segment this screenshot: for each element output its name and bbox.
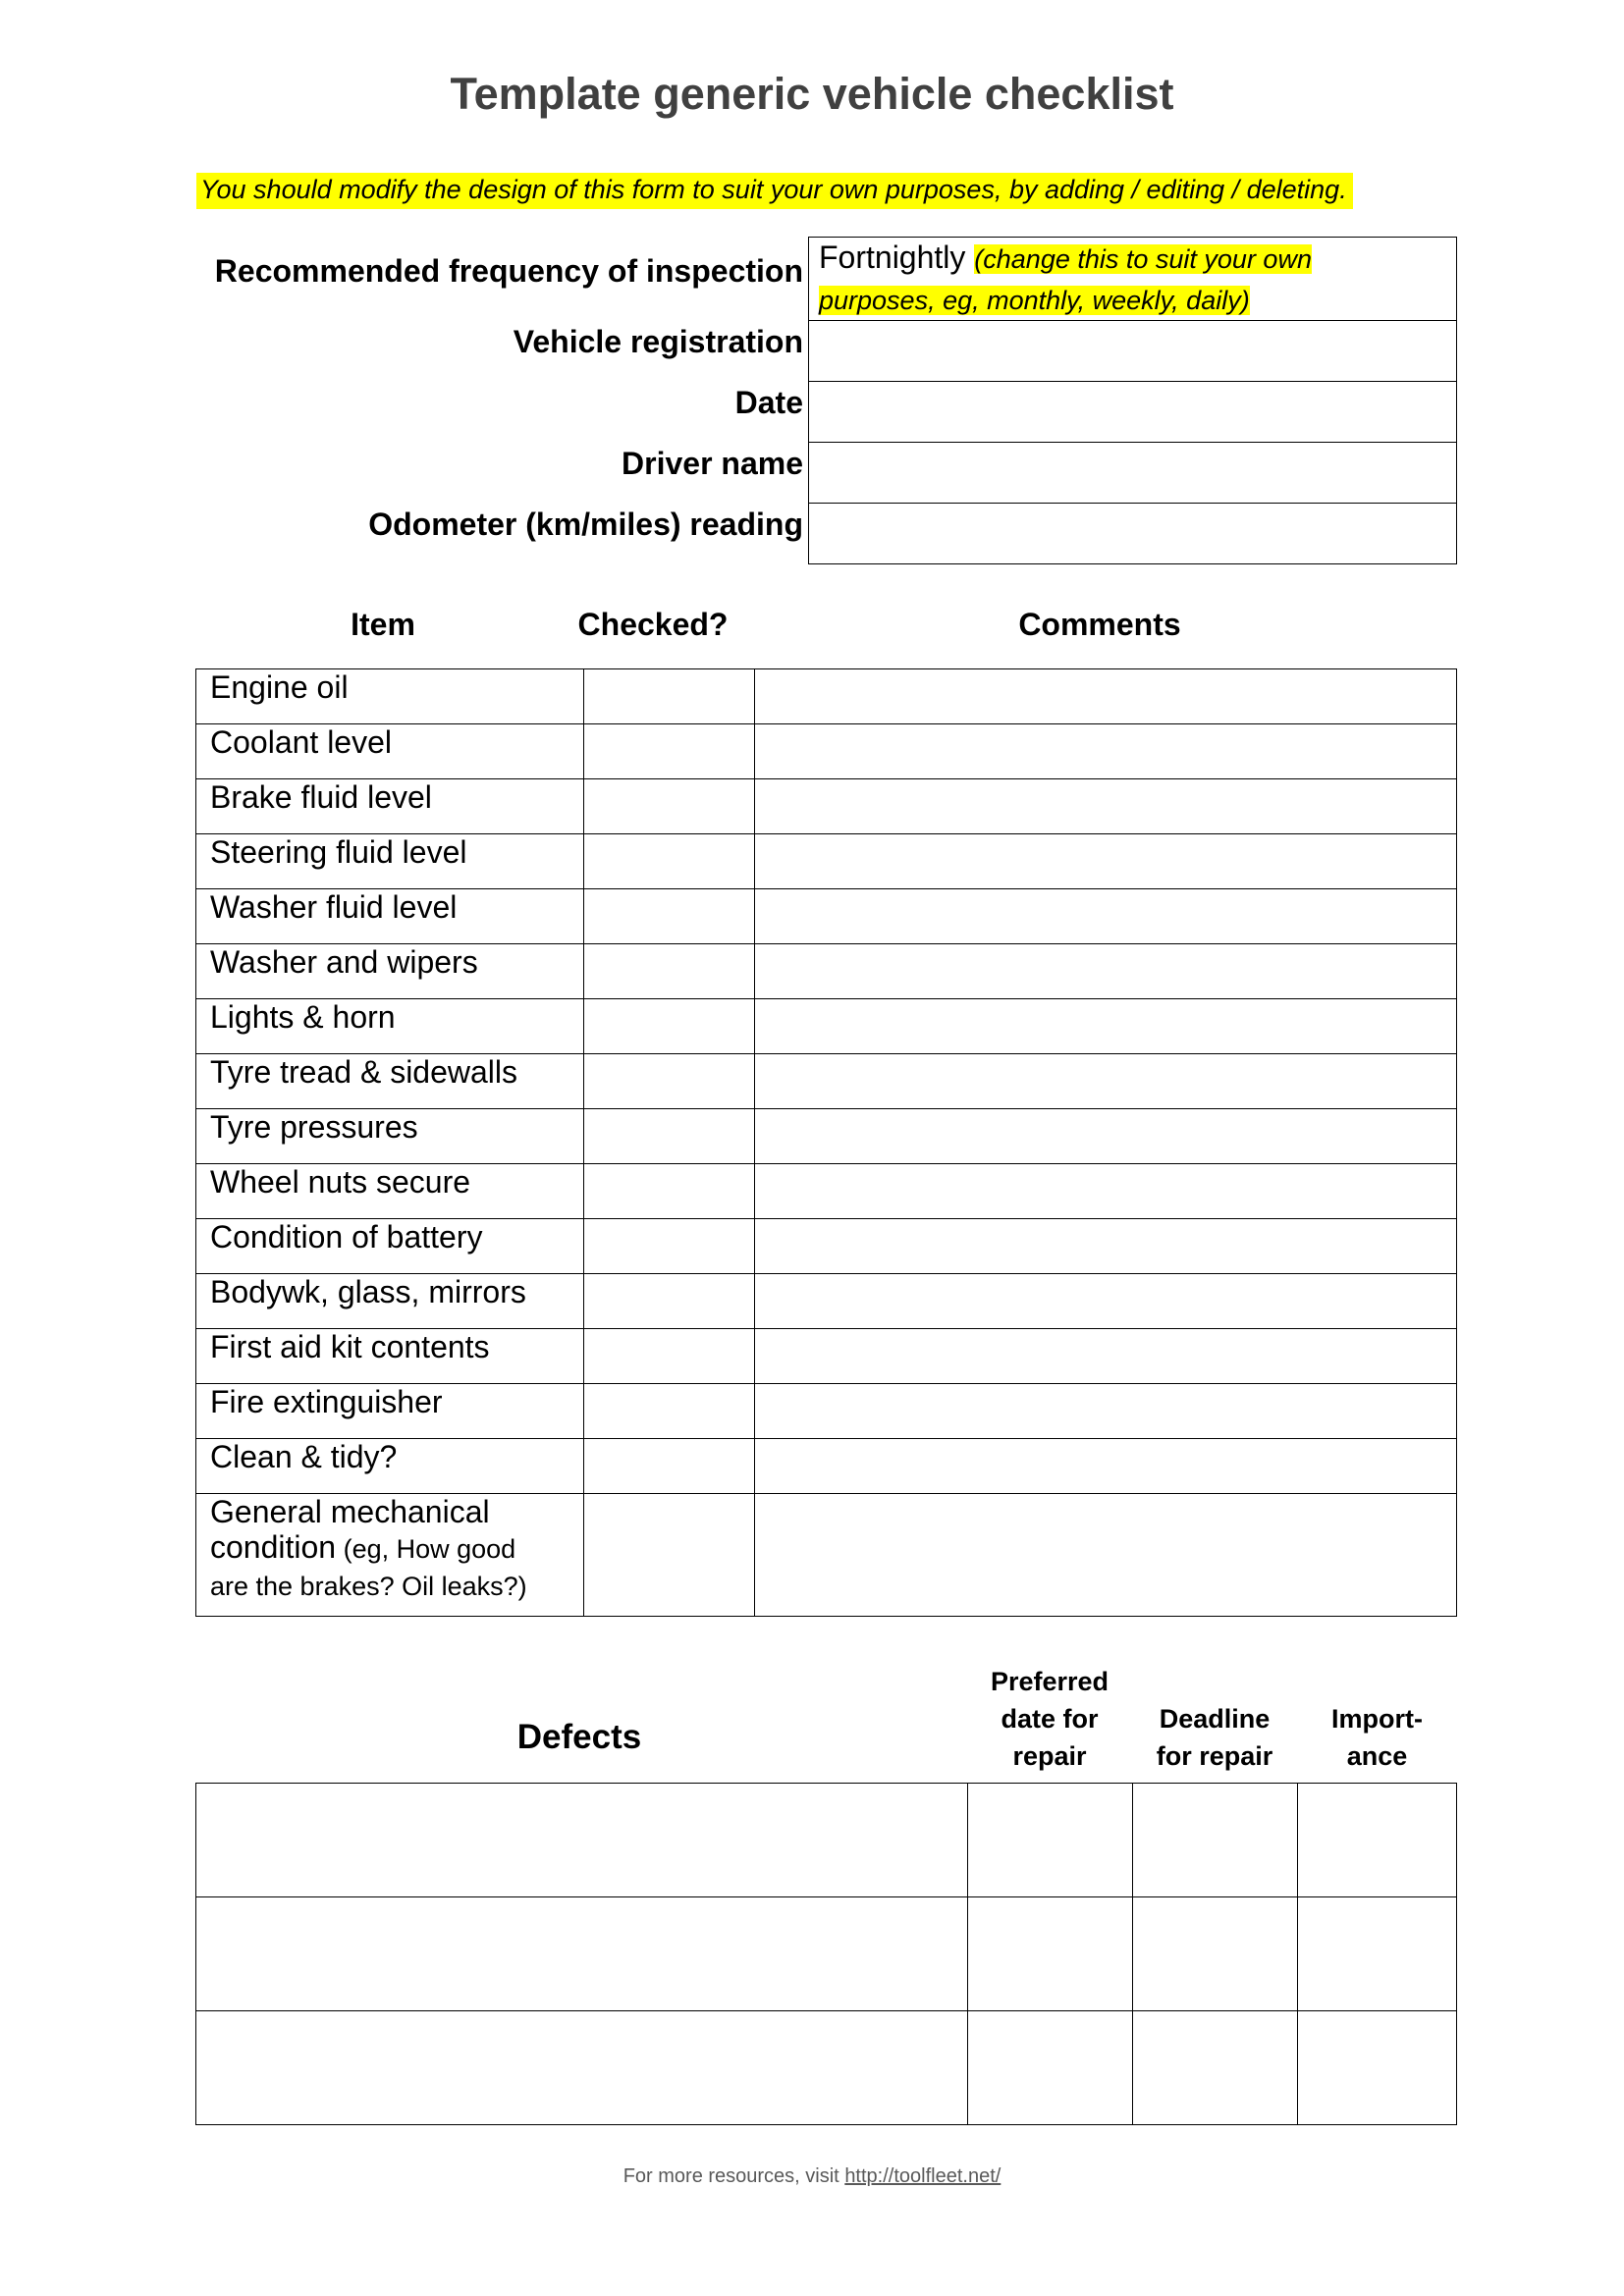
item-general-mechanical bbox=[196, 1494, 584, 1617]
table-row bbox=[196, 1164, 1457, 1219]
column-header-importance bbox=[1297, 1700, 1457, 1775]
table-row bbox=[196, 1784, 1457, 1897]
table-row bbox=[196, 1329, 1457, 1384]
checked-cell[interactable] bbox=[584, 724, 755, 779]
comments-cell[interactable] bbox=[755, 1329, 1457, 1384]
column-header-comments: Comments bbox=[1018, 607, 1181, 642]
item-label: Washer fluid level bbox=[196, 889, 584, 944]
comments-cell[interactable] bbox=[755, 1109, 1457, 1164]
item-label: Clean & tidy? bbox=[196, 1439, 584, 1494]
table-row bbox=[196, 1054, 1457, 1109]
table-row bbox=[196, 669, 1457, 724]
checked-cell[interactable] bbox=[584, 779, 755, 834]
preferred-date-cell[interactable] bbox=[968, 2011, 1133, 2125]
checked-cell[interactable] bbox=[584, 1054, 755, 1109]
comments-cell[interactable] bbox=[755, 1054, 1457, 1109]
checked-cell[interactable] bbox=[584, 1164, 755, 1219]
table-row bbox=[196, 889, 1457, 944]
deadline-cell[interactable] bbox=[1133, 1784, 1298, 1897]
footer-link[interactable]: http://toolfleet.net/ bbox=[844, 2165, 1001, 2187]
comments-cell[interactable] bbox=[755, 944, 1457, 999]
item-label: Coolant level bbox=[196, 724, 584, 779]
checked-cell[interactable] bbox=[584, 669, 755, 724]
importance-line2: ance bbox=[1346, 1741, 1408, 1771]
comments-cell[interactable] bbox=[755, 1494, 1457, 1617]
deadline-cell[interactable] bbox=[1133, 1897, 1298, 2011]
item-label: Tyre tread & sidewalls bbox=[196, 1054, 584, 1109]
importance-cell[interactable] bbox=[1298, 1897, 1457, 2011]
column-header-item: Item bbox=[351, 607, 415, 642]
deadline-line2: for repair bbox=[1156, 1741, 1273, 1771]
date-field[interactable] bbox=[809, 382, 1457, 443]
checklist-table bbox=[195, 668, 1457, 1617]
instruction-note: You should modify the design of this form to suit your own purposes, by adding / editing / deleting. bbox=[196, 173, 1353, 209]
odometer-label: Odometer (km/miles) reading bbox=[368, 507, 803, 542]
comments-cell[interactable] bbox=[755, 724, 1457, 779]
defect-description-cell[interactable] bbox=[196, 2011, 968, 2125]
checked-cell[interactable] bbox=[584, 1109, 755, 1164]
preferred-date-cell[interactable] bbox=[968, 1784, 1133, 1897]
table-row bbox=[196, 1384, 1457, 1439]
importance-cell[interactable] bbox=[1298, 2011, 1457, 2125]
preferred-line2: date for bbox=[1001, 1704, 1099, 1734]
checked-cell[interactable] bbox=[584, 1384, 755, 1439]
checked-cell[interactable] bbox=[584, 1219, 755, 1274]
defect-description-cell[interactable] bbox=[196, 1897, 968, 2011]
item-label: Steering fluid level bbox=[196, 834, 584, 889]
column-header-preferred-date bbox=[967, 1663, 1132, 1775]
frequency-hint-line1: (change this to suit your own bbox=[974, 244, 1312, 274]
frequency-label: Recommended frequency of inspection bbox=[214, 253, 803, 289]
page-title: Template generic vehicle checklist bbox=[450, 69, 1174, 119]
checked-cell[interactable] bbox=[584, 1329, 755, 1384]
vehicle-registration-label: Vehicle registration bbox=[513, 324, 803, 359]
footer bbox=[0, 2165, 1624, 2188]
table-row bbox=[196, 2011, 1457, 2125]
comments-cell[interactable] bbox=[755, 999, 1457, 1054]
column-header-deadline bbox=[1132, 1700, 1297, 1775]
importance-line1: Import- bbox=[1331, 1704, 1423, 1734]
comments-cell[interactable] bbox=[755, 1439, 1457, 1494]
odometer-field[interactable] bbox=[809, 504, 1457, 564]
comments-cell[interactable] bbox=[755, 1274, 1457, 1329]
comments-cell[interactable] bbox=[755, 779, 1457, 834]
importance-cell[interactable] bbox=[1298, 1784, 1457, 1897]
defects-title: Defects bbox=[516, 1718, 642, 1756]
item-label: Brake fluid level bbox=[196, 779, 584, 834]
comments-cell[interactable] bbox=[755, 889, 1457, 944]
table-row bbox=[196, 944, 1457, 999]
checked-cell[interactable] bbox=[584, 1274, 755, 1329]
defect-description-cell[interactable] bbox=[196, 1784, 968, 1897]
checked-cell[interactable] bbox=[584, 999, 755, 1054]
item-label: Wheel nuts secure bbox=[196, 1164, 584, 1219]
table-row bbox=[196, 1274, 1457, 1329]
item-label: Engine oil bbox=[196, 669, 584, 724]
header-fields-table bbox=[808, 237, 1457, 564]
table-row bbox=[196, 834, 1457, 889]
column-header-checked: Checked? bbox=[577, 607, 729, 642]
item-label-line2: condition bbox=[210, 1529, 337, 1565]
comments-cell[interactable] bbox=[755, 1384, 1457, 1439]
table-row bbox=[196, 1897, 1457, 2011]
comments-cell[interactable] bbox=[755, 1219, 1457, 1274]
checked-cell[interactable] bbox=[584, 944, 755, 999]
item-label-note-line2: are the brakes? Oil leaks?) bbox=[210, 1572, 527, 1601]
checked-cell[interactable] bbox=[584, 1494, 755, 1617]
preferred-date-cell[interactable] bbox=[968, 1897, 1133, 2011]
comments-cell[interactable] bbox=[755, 1164, 1457, 1219]
footer-text: For more resources, visit bbox=[623, 2165, 839, 2187]
item-label: Fire extinguisher bbox=[196, 1384, 584, 1439]
preferred-line1: Preferred bbox=[990, 1667, 1110, 1696]
comments-cell[interactable] bbox=[755, 669, 1457, 724]
table-row bbox=[196, 724, 1457, 779]
date-label: Date bbox=[734, 385, 803, 420]
item-label: Bodywk, glass, mirrors bbox=[196, 1274, 584, 1329]
checked-cell[interactable] bbox=[584, 889, 755, 944]
driver-name-label: Driver name bbox=[622, 446, 803, 481]
frequency-hint-line2: purposes, eg, monthly, weekly, daily) bbox=[819, 286, 1250, 315]
driver-name-field[interactable] bbox=[809, 443, 1457, 504]
item-label-line1: General mechanical bbox=[210, 1494, 490, 1529]
preferred-line3: repair bbox=[1012, 1741, 1087, 1771]
item-label: First aid kit contents bbox=[196, 1329, 584, 1384]
table-row bbox=[196, 779, 1457, 834]
frequency-field[interactable] bbox=[809, 238, 1457, 321]
item-label: Condition of battery bbox=[196, 1219, 584, 1274]
defects-table bbox=[195, 1783, 1457, 2125]
item-label: Lights & horn bbox=[196, 999, 584, 1054]
frequency-value: Fortnightly bbox=[819, 240, 966, 275]
comments-cell[interactable] bbox=[755, 834, 1457, 889]
checked-cell[interactable] bbox=[584, 1439, 755, 1494]
table-row bbox=[196, 1219, 1457, 1274]
table-row bbox=[196, 1109, 1457, 1164]
checked-cell[interactable] bbox=[584, 834, 755, 889]
vehicle-registration-field[interactable] bbox=[809, 321, 1457, 382]
deadline-line1: Deadline bbox=[1159, 1704, 1271, 1734]
table-row bbox=[196, 999, 1457, 1054]
item-label-note: (eg, How good bbox=[336, 1534, 516, 1564]
item-label: Washer and wipers bbox=[196, 944, 584, 999]
table-row bbox=[196, 1439, 1457, 1494]
table-row bbox=[196, 1494, 1457, 1617]
deadline-cell[interactable] bbox=[1133, 2011, 1298, 2125]
item-label: Tyre pressures bbox=[196, 1109, 584, 1164]
